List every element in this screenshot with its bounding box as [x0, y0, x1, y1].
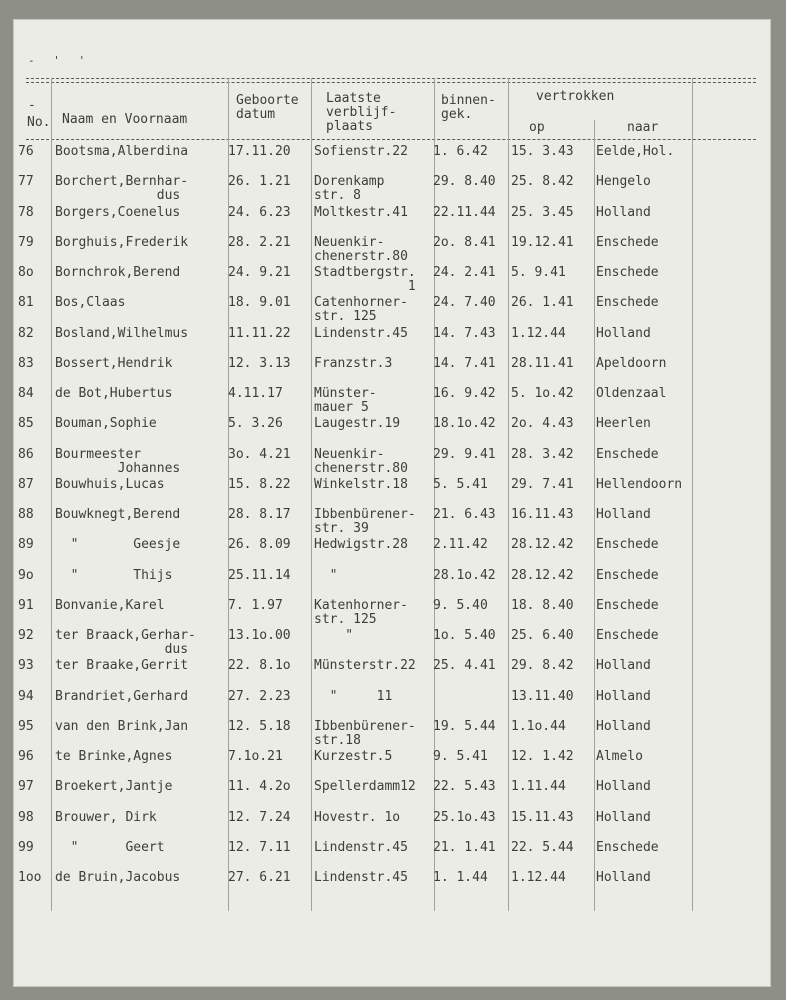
row-arrived-date: 21. 6.43 — [433, 507, 496, 522]
row-number: 92 — [18, 628, 34, 643]
row-birth-date: 7. 1.97 — [228, 597, 283, 613]
row-name: Bouman,Sophie — [55, 416, 157, 432]
row-arrived-date: 28.1o.42 — [433, 567, 496, 583]
row-address: Stadtbergstr. 1 — [314, 265, 416, 294]
row-number: 9o — [18, 567, 34, 583]
row-birth-date: 26. 8.09 — [228, 537, 291, 553]
row-arrived-date: 29. 8.40 — [433, 174, 496, 190]
row-departed-date: 5. 1o.42 — [511, 386, 574, 401]
row-departed-date: 1.12.44 — [511, 870, 566, 885]
row-name: Broekert,Jantje — [55, 779, 173, 795]
row-name: Bornchrok,Berend — [55, 265, 181, 280]
row-departed-to: Holland — [596, 325, 651, 341]
row-departed-to: Enschede — [596, 234, 659, 250]
row-arrived-date: 24. 7.40 — [433, 295, 496, 311]
row-departed-to: Enschede — [596, 295, 659, 311]
row-name: ter Braake,Gerrit — [55, 658, 189, 674]
row-name: de Bot,Hubertus — [55, 386, 173, 401]
table-row — [14, 327, 770, 357]
row-departed-to: Enschede — [596, 265, 659, 280]
row-address: Neuenkir- chenerstr.80 — [314, 234, 408, 264]
row-birth-date: 12. 7.11 — [228, 839, 291, 855]
row-departed-to: Enschede — [596, 597, 659, 613]
row-name: Bouwhuis,Lucas — [55, 476, 165, 492]
row-birth-date: 28. 8.17 — [228, 507, 291, 522]
row-birth-date: 27. 2.23 — [228, 688, 291, 704]
row-birth-date: 22. 8.1o — [228, 658, 291, 674]
row-arrived-date: 1. 6.42 — [433, 144, 488, 159]
row-departed-to: Holland — [596, 658, 651, 674]
row-number: 81 — [18, 295, 34, 311]
row-number: 78 — [18, 204, 34, 220]
row-birth-date: 26. 1.21 — [228, 174, 291, 190]
document-page — [13, 19, 771, 987]
row-name: Bonvanie,Karel — [55, 597, 165, 613]
row-number: 86 — [18, 446, 34, 462]
row-birth-date: 24. 6.23 — [228, 204, 291, 220]
row-name: Borgers,Coenelus — [55, 204, 181, 220]
row-departed-to: Heerlen — [596, 416, 651, 432]
table-row — [14, 206, 770, 236]
row-name: te Brinke,Agnes — [55, 749, 173, 764]
row-number: 87 — [18, 476, 34, 492]
row-birth-date: 25.11.14 — [228, 567, 291, 583]
table-row — [14, 629, 770, 659]
row-address: Münsterstr.22 — [314, 658, 416, 674]
table-row — [14, 659, 770, 689]
row-departed-to: Holland — [596, 870, 651, 885]
table-row — [14, 266, 770, 296]
row-number: 98 — [18, 809, 34, 825]
row-name: " Geesje — [55, 537, 181, 553]
row-departed-date: 28.11.41 — [511, 355, 574, 371]
header-top-rule — [26, 78, 756, 79]
row-departed-date: 18. 8.40 — [511, 597, 574, 613]
row-departed-to: Hengelo — [596, 174, 651, 190]
row-arrived-date: 2o. 8.41 — [433, 234, 496, 250]
table-row — [14, 448, 770, 478]
table-row — [14, 690, 770, 720]
row-birth-date: 3o. 4.21 — [228, 446, 291, 462]
row-departed-to: Holland — [596, 204, 651, 220]
row-birth-date: 28. 2.21 — [228, 234, 291, 250]
row-birth-date: 13.1o.00 — [228, 628, 291, 643]
row-address: " 11 — [314, 688, 393, 704]
row-departed-date: 29. 7.41 — [511, 476, 574, 492]
row-arrived-date: 19. 5.44 — [433, 718, 496, 734]
row-address: Sofienstr.22 — [314, 144, 408, 159]
row-departed-to: Apeldoorn — [596, 355, 667, 371]
row-birth-date: 27. 6.21 — [228, 870, 291, 885]
row-departed-to: Hellendoorn — [596, 476, 683, 492]
row-name: Brandriet,Gerhard — [55, 688, 189, 704]
row-departed-date: 25. 6.40 — [511, 628, 574, 643]
row-departed-date: 28.12.42 — [511, 537, 574, 553]
row-arrived-date: 1. 1.44 — [433, 870, 488, 885]
row-birth-date: 12. 3.13 — [228, 355, 291, 371]
corner-mark: - ' ' — [28, 54, 92, 67]
table-row — [14, 569, 770, 599]
row-departed-date: 25. 8.42 — [511, 174, 574, 190]
table-row — [14, 720, 770, 750]
row-departed-to: Almelo — [596, 749, 643, 764]
header-address: Laatste verblijf- plaats — [326, 91, 397, 134]
row-name: Bourmeester Johannes — [55, 446, 181, 476]
row-arrived-date: 25.1o.43 — [433, 809, 496, 825]
row-departed-date: 28. 3.42 — [511, 446, 574, 462]
row-name: " Thijs — [55, 567, 173, 583]
row-address: Dorenkamp str. 8 — [314, 174, 385, 204]
header-dash: - — [28, 98, 36, 113]
table-row — [14, 871, 770, 901]
row-address: Lindenstr.45 — [314, 325, 408, 341]
row-number: 96 — [18, 749, 34, 764]
row-address: Neuenkir- chenerstr.80 — [314, 446, 408, 476]
row-birth-date: 15. 8.22 — [228, 476, 291, 492]
row-number: 77 — [18, 174, 34, 190]
row-name: Bossert,Hendrik — [55, 355, 173, 371]
row-arrived-date: 16. 9.42 — [433, 386, 496, 401]
row-departed-to: Holland — [596, 779, 651, 795]
row-name: Bosland,Wilhelmus — [55, 325, 189, 341]
table-row — [14, 296, 770, 326]
row-birth-date: 17.11.20 — [228, 144, 291, 159]
row-departed-date: 29. 8.42 — [511, 658, 574, 674]
table-row — [14, 750, 770, 780]
row-address: Lindenstr.45 — [314, 839, 408, 855]
row-departed-to: Oldenzaal — [596, 386, 667, 401]
row-departed-to: Enschede — [596, 628, 659, 643]
row-name: ter Braack,Gerhar- dus — [55, 628, 196, 657]
row-address: Moltkestr.41 — [314, 204, 408, 220]
row-arrived-date: 22.11.44 — [433, 204, 496, 220]
table-row — [14, 236, 770, 266]
row-number: 8o — [18, 265, 34, 280]
row-address: " — [314, 628, 354, 643]
row-birth-date: 7.1o.21 — [228, 749, 283, 764]
row-number: 97 — [18, 779, 34, 795]
row-address: Franzstr.3 — [314, 355, 393, 371]
row-departed-date: 25. 3.45 — [511, 204, 574, 220]
row-arrived-date: 2.11.42 — [433, 537, 488, 553]
row-birth-date: 5. 3.26 — [228, 416, 283, 432]
row-arrived-date: 14. 7.43 — [433, 325, 496, 341]
header-name: Naam en Voornaam — [62, 112, 188, 127]
row-departed-to: Holland — [596, 718, 651, 734]
row-arrived-date: 9. 5.40 — [433, 597, 488, 613]
table-row — [14, 599, 770, 629]
row-name: Borghuis,Frederik — [55, 234, 189, 250]
row-departed-date: 19.12.41 — [511, 234, 574, 250]
row-address: Hovestr. 1o — [314, 809, 401, 825]
header-departed-to: naar — [627, 120, 659, 135]
row-birth-date: 18. 9.01 — [228, 295, 291, 311]
table-row — [14, 357, 770, 387]
row-arrived-date: 25. 4.41 — [433, 658, 496, 674]
table-row — [14, 478, 770, 508]
header-arrived: binnen- gek. — [441, 93, 496, 122]
row-arrived-date: 14. 7.41 — [433, 355, 496, 371]
row-departed-to: Eelde,Hol. — [596, 144, 675, 159]
row-number: 84 — [18, 386, 34, 401]
row-departed-to: Holland — [596, 507, 651, 522]
row-departed-date: 13.11.40 — [511, 688, 574, 704]
table-row — [14, 811, 770, 841]
row-birth-date: 4.11.17 — [228, 386, 283, 401]
row-number: 88 — [18, 507, 34, 522]
row-arrived-date: 5. 5.41 — [433, 476, 488, 492]
table-row — [14, 508, 770, 538]
table-row — [14, 175, 770, 205]
row-number: 76 — [18, 144, 34, 159]
row-number: 1oo — [18, 870, 42, 885]
row-departed-date: 15. 3.43 — [511, 144, 574, 159]
table-row — [14, 145, 770, 175]
row-name: Borchert,Bernhar- dus — [55, 174, 189, 204]
row-departed-to: Enschede — [596, 446, 659, 462]
row-arrived-date: 22. 5.43 — [433, 779, 496, 795]
row-departed-date: 1.12.44 — [511, 325, 566, 341]
row-name: Bootsma,Alberdina — [55, 144, 189, 159]
row-address: Hedwigstr.28 — [314, 537, 408, 553]
row-departed-date: 2o. 4.43 — [511, 416, 574, 432]
row-departed-to: Enschede — [596, 567, 659, 583]
row-number: 95 — [18, 718, 34, 734]
row-address: Lindenstr.45 — [314, 870, 408, 885]
row-departed-date: 26. 1.41 — [511, 295, 574, 311]
row-arrived-date: 29. 9.41 — [433, 446, 496, 462]
row-number: 79 — [18, 234, 34, 250]
row-address: Spellerdamm12 — [314, 779, 416, 795]
row-departed-date: 1.1o.44 — [511, 718, 566, 734]
row-address: " — [314, 567, 338, 583]
row-arrived-date: 1o. 5.40 — [433, 628, 496, 643]
row-address: Münster- mauer 5 — [314, 386, 377, 415]
row-number: 89 — [18, 537, 34, 553]
row-name: " Geert — [55, 839, 165, 855]
row-address: Ibbenbürener- str. 39 — [314, 507, 416, 536]
row-number: 99 — [18, 839, 34, 855]
row-number: 83 — [18, 355, 34, 371]
header-birth: Geboorte datum — [236, 93, 299, 122]
table-row — [14, 538, 770, 568]
row-departed-date: 1.11.44 — [511, 779, 566, 795]
table-row — [14, 387, 770, 417]
row-number: 85 — [18, 416, 34, 432]
row-number: 91 — [18, 597, 34, 613]
row-birth-date: 12. 5.18 — [228, 718, 291, 734]
row-departed-date: 12. 1.42 — [511, 749, 574, 764]
row-number: 94 — [18, 688, 34, 704]
row-address: Winkelstr.18 — [314, 476, 408, 492]
row-address: Kurzestr.5 — [314, 749, 393, 764]
row-name: Brouwer, Dirk — [55, 809, 157, 825]
row-departed-date: 15.11.43 — [511, 809, 574, 825]
row-departed-to: Enschede — [596, 537, 659, 553]
row-arrived-date: 24. 2.41 — [433, 265, 496, 280]
row-address: Ibbenbürener- str.18 — [314, 718, 416, 748]
row-number: 82 — [18, 325, 34, 341]
row-birth-date: 24. 9.21 — [228, 265, 291, 280]
row-arrived-date: 21. 1.41 — [433, 839, 496, 855]
row-name: de Bruin,Jacobus — [55, 870, 181, 885]
header-top-rule-2 — [26, 82, 756, 83]
row-address: Catenhorner- str. 125 — [314, 295, 408, 325]
row-departed-to: Enschede — [596, 839, 659, 855]
table-row — [14, 841, 770, 871]
row-number: 93 — [18, 658, 34, 674]
header-departed: vertrokken — [536, 89, 615, 104]
row-departed-to: Holland — [596, 688, 651, 704]
row-departed-date: 28.12.42 — [511, 567, 574, 583]
row-departed-date: 22. 5.44 — [511, 839, 574, 855]
row-arrived-date: 18.1o.42 — [433, 416, 496, 432]
row-address: Laugestr.19 — [314, 416, 401, 432]
row-name: Bos,Claas — [55, 295, 126, 311]
row-departed-date: 5. 9.41 — [511, 265, 566, 280]
row-departed-to: Holland — [596, 809, 651, 825]
row-departed-date: 16.11.43 — [511, 507, 574, 522]
row-birth-date: 12. 7.24 — [228, 809, 291, 825]
table-row — [14, 780, 770, 810]
table-row — [14, 417, 770, 447]
header-bottom-rule — [26, 139, 756, 140]
row-birth-date: 11. 4.2o — [228, 779, 291, 795]
row-birth-date: 11.11.22 — [228, 325, 291, 341]
row-name: van den Brink,Jan — [55, 718, 189, 734]
header-no: No. — [27, 115, 51, 130]
row-arrived-date: 9. 5.41 — [433, 749, 488, 764]
row-address: Katenhorner- str. 125 — [314, 597, 408, 627]
header-departed-on: op — [529, 120, 545, 135]
row-name: Bouwknegt,Berend — [55, 507, 181, 522]
